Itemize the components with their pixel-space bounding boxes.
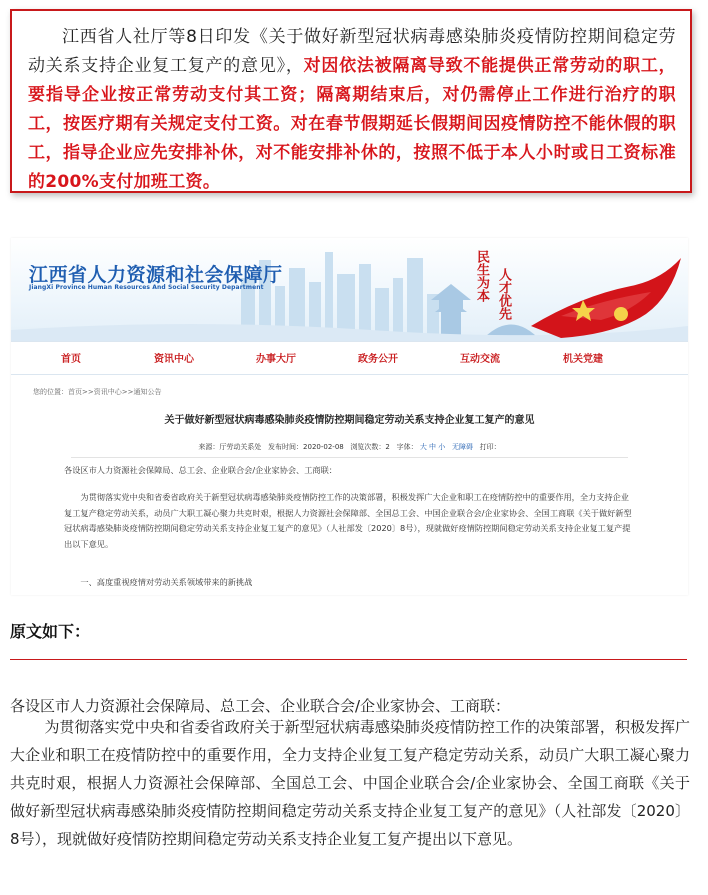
party-flag-emblem [521, 256, 688, 341]
accessibility-button[interactable]: 无障碍 [451, 443, 473, 451]
screenshot-section-heading: 一、高度重视疫情对劳动关系领域带来的新挑战 [80, 577, 253, 587]
meta-divider [71, 457, 628, 458]
red-divider [10, 659, 687, 660]
nav-service-hall[interactable]: 办事大厅 [256, 354, 296, 365]
slogan-calligraphy-2: 人才优先 [496, 268, 511, 320]
article-meta [11, 442, 688, 452]
print-button[interactable]: 打印： [479, 443, 501, 451]
screenshot-paragraph: 为贯彻落实党中央和省委省政府关于新型冠状病毒感染肺炎疫情防控工作的决策部署，积极发挥广大企业和职工在疫情防控中的重要作用，全力支持企业复工复产稳定劳动关系，动员广大职工凝心聚力共克时艰，根据人力资源社会保障部、全国总工会、中国企业联合会/企业家协会、全国工商联《关于做好新型冠状病毒感染肺炎疫情防控期间稳定劳动关系支持企业复工复产的意见》（人社部发〔2020〕8号），现就做好疫情防控期间稳定劳动关系支持企业复工复产提出以下意见。 [64, 492, 632, 549]
slogan-calligraphy-1: 民生为本 [474, 250, 489, 302]
article-title: 关于做好新型冠状病毒感染肺炎疫情防控期间稳定劳动关系支持企业复工复产的意见 [164, 415, 535, 426]
nav-home[interactable]: 首页 [61, 354, 81, 365]
website-screenshot [11, 238, 688, 595]
notice-intro: 江西省人社厅等8日印发《关于做好新型冠状病毒感染肺炎疫情防控期间稳定劳动关系支持企业复工复产的意见》， [28, 27, 676, 76]
breadcrumb[interactable]: 您的位置：首页>>资讯中心>>通知公告 [33, 388, 162, 396]
original-salutation: 各设区市人力资源社会保障局、总工会、企业联合会/企业家协会、工商联： [10, 697, 511, 715]
notice-highlight: 对因依法被隔离导致不能提供正常劳动的职工，要指导企业按正常劳动支付其工资；隔离期结束后，对仍需停止工作进行治疗的职工，按医疗期有关规定支付工资。对在春节假期延长假期间因疫情防控不能休假的职工，指导企业应先安排补休，对不能安排补休的，按照不低于本人小时或日工资标准的200%支付加班工资。 [28, 56, 676, 192]
meta-font-size-label: 字体： [396, 443, 418, 451]
meta-date: 发布时间：2020-02-08 [268, 443, 344, 451]
nav-interaction[interactable]: 互动交流 [460, 354, 500, 365]
site-navbar [11, 341, 688, 375]
site-subtitle: JiangXi Province Human Resources And Social Security Department [29, 284, 264, 291]
original-paragraph: 为贯彻落实党中央和省委省政府关于新型冠状病毒感染肺炎疫情防控工作的决策部署，积极发挥广大企业和职工在疫情防控中的重要作用，全力支持企业复工复产稳定劳动关系，动员广大职工凝心聚力共克时艰，根据人力资源社会保障部、全国总工会、中国企业联合会/企业家协会、全国工商联《关于做好新型冠状病毒感染肺炎疫情防控期间稳定劳动关系支持企业复工复产的意见》（人社部发〔2020〕8号），现就做好疫情防控期间稳定劳动关系支持企业复工复产提出以下意见。 [10, 718, 690, 848]
notice-box [10, 9, 692, 193]
nav-news-center[interactable]: 资讯中心 [154, 354, 194, 365]
original-text-heading: 原文如下： [10, 622, 91, 641]
site-title[interactable]: 江西省人力资源和社会保障厅 [29, 264, 283, 286]
meta-source: 来源：厅劳动关系处 [198, 443, 262, 451]
screenshot-salutation: 各设区市人力资源社会保障局、总工会、企业联合会/企业家协会、工商联： [64, 465, 337, 475]
site-banner [11, 238, 688, 341]
meta-views: 浏览次数：2 [350, 443, 390, 451]
nav-government-affairs[interactable]: 政务公开 [358, 354, 398, 365]
font-size-buttons[interactable]: 大 中 小 [419, 443, 446, 451]
nav-party-building[interactable]: 机关党建 [563, 354, 603, 365]
